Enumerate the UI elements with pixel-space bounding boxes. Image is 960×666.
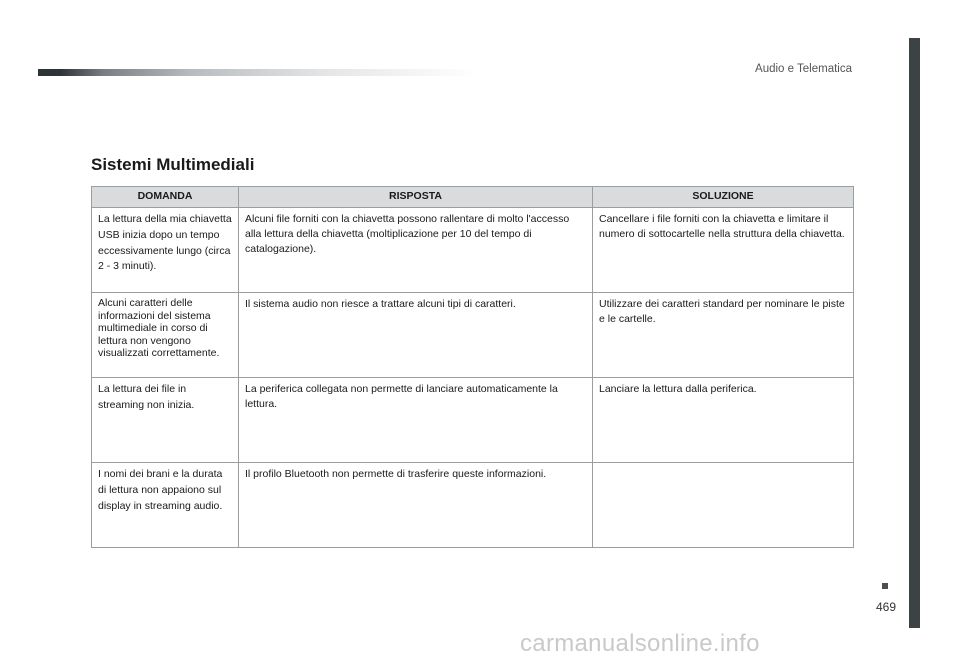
page-number: 469 — [875, 600, 897, 614]
question-cell: La lettura dei file in streaming non inizia. — [92, 378, 239, 463]
column-header-domanda: DOMANDA — [92, 187, 239, 208]
faq-table — [91, 186, 854, 548]
table-row — [92, 378, 854, 463]
solution-cell: Cancellare i file forniti con la chiavetta e limitare il numero di sottocartelle nella struttura della chiavetta. — [593, 208, 854, 293]
side-tab-bar — [909, 38, 920, 628]
table-row — [92, 463, 854, 548]
solution-cell — [593, 463, 854, 548]
column-header-risposta: RISPOSTA — [239, 187, 593, 208]
table-row — [92, 293, 854, 378]
table-header-row — [92, 187, 854, 208]
question-cell: I nomi dei brani e la durata di lettura non appaiono sul display in streaming audio. — [92, 463, 239, 548]
answer-cell: Il sistema audio non riesce a trattare alcuni tipi di caratteri. — [239, 293, 593, 378]
question-cell: La lettura della mia chiavetta USB inizia dopo un tempo eccessivamente lungo (circa 2 - 3 minuti). — [92, 208, 239, 293]
header-gradient-bar — [38, 69, 478, 76]
answer-cell: Il profilo Bluetooth non permette di trasferire queste informazioni. — [239, 463, 593, 548]
question-cell: Alcuni caratteri delle informazioni del sistema multimediale in corso di lettura non vengono visualizzati correttamente. — [92, 293, 239, 378]
page-title: Sistemi Multimediali — [91, 155, 255, 174]
section-label: Audio e Telematica — [755, 63, 852, 75]
table-row — [92, 208, 854, 293]
solution-cell: Utilizzare dei caratteri standard per nominare le piste e le cartelle. — [593, 293, 854, 378]
page-marker-icon — [882, 583, 888, 589]
answer-cell: Alcuni file forniti con la chiavetta possono rallentare di molto l'accesso alla lettura della chiavetta (moltiplicazione per 10 del tempo di catalogazione). — [239, 208, 593, 293]
answer-cell: La periferica collegata non permette di lanciare automaticamente la lettura. — [239, 378, 593, 463]
solution-cell: Lanciare la lettura dalla periferica. — [593, 378, 854, 463]
column-header-soluzione: SOLUZIONE — [593, 187, 854, 208]
watermark: carmanualsonline.info — [520, 630, 760, 657]
